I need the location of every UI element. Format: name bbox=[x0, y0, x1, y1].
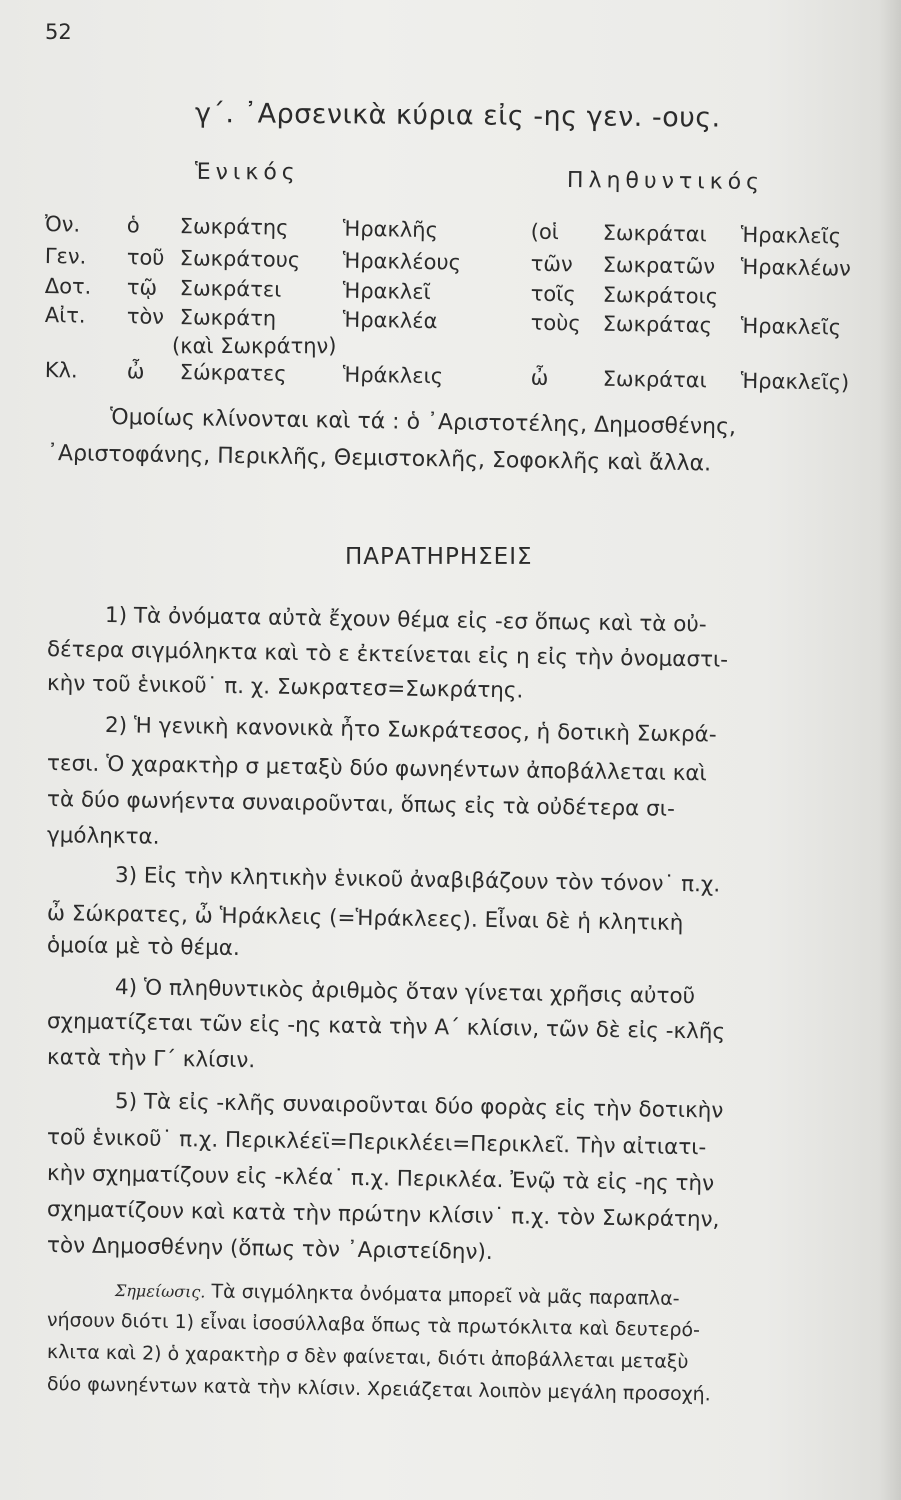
observation-4-line-3: κατὰ τὴν Γ΄ κλίσιν. bbox=[46, 1045, 256, 1074]
note-label: Σημείωσις. bbox=[114, 1281, 206, 1302]
page-number: 52 bbox=[45, 20, 72, 44]
observations-heading: ΠΑΡΑΤΗΡΗΣΕΙΣ bbox=[345, 544, 533, 570]
accusative-alternative: (καὶ Σωκράτην) bbox=[172, 334, 337, 358]
plural-form-socrates: Σωκρατῶν bbox=[602, 252, 716, 279]
observation-2-line-3: τὰ δύο φωνήεντα συναιροῦνται, ὅπως εἰς τὰ οὐδέτερα σι- bbox=[46, 787, 676, 822]
plural-article: τῶν bbox=[530, 251, 573, 277]
plural-form-heracles: Ἡρακλεῖς bbox=[740, 313, 842, 340]
section-title: γ΄. ᾿Αρσενικὰ κύρια εἰς -ης γεν. -ους. bbox=[194, 98, 721, 134]
observation-3-line-3: ὁμοία μὲ τὸ θέμα. bbox=[46, 933, 240, 962]
plural-form-heracles: Ἡρακλέων bbox=[740, 254, 852, 281]
singular-form-socrates: Σωκράτη bbox=[179, 305, 277, 331]
plural-article: ὦ bbox=[530, 365, 549, 390]
similar-nouns-line-1: Ὁμοίως κλίνονται καὶ τά : ὁ ᾿Αριστοτέλης, Δημοσθένης, bbox=[109, 405, 737, 440]
plural-form-socrates: Σωκράται bbox=[602, 220, 707, 247]
singular-form-socrates: Σώκρατες bbox=[179, 360, 287, 386]
observation-3-line-1: 3) Εἰς τὴν κλητικὴν ἑνικοῦ ἀναβιβάζουν τὸν τόνον˙ π.χ. bbox=[114, 863, 721, 898]
observation-5-line-2: τοῦ ἑνικοῦ˙ π.χ. Περικλέεϊ=Περικλέει=Περικλεῖ. Τὴν αἰτιατι- bbox=[46, 1125, 707, 1161]
singular-article: τοῦ bbox=[126, 245, 165, 270]
observation-1-line-3: κὴν τοῦ ἑνικοῦ˙ π. χ. Σωκρατεσ=Σωκράτης. bbox=[46, 671, 524, 704]
observation-5-line-4: σχηματίζουν καὶ κατὰ τὴν πρώτην κλίσιν˙ π.χ. τὸν Σωκράτην, bbox=[46, 1197, 720, 1233]
case-label: Ὀν. bbox=[44, 212, 81, 237]
singular-form-socrates: Σωκράτει bbox=[179, 276, 282, 302]
singular-article: ὁ bbox=[126, 213, 140, 238]
page-edge-shadow bbox=[879, 0, 901, 1500]
plural-article: τοῖς bbox=[530, 281, 576, 307]
observation-3-line-2: ὦ Σώκρατες, ὦ Ἡράκλεις (=Ἡράκλεες). Εἶναι δὲ ἡ κλητικὴ bbox=[46, 901, 684, 936]
singular-column-heading: Ἑνικός bbox=[195, 160, 300, 185]
singular-article: τὸν bbox=[126, 304, 165, 329]
singular-form-socrates: Σωκράτης bbox=[179, 214, 289, 240]
case-label: Κλ. bbox=[44, 358, 78, 383]
plural-form-socrates: Σωκράτοις bbox=[602, 282, 719, 309]
case-label: Αἰτ. bbox=[44, 303, 86, 328]
observation-2-line-1: 2) Ἡ γενικὴ κανονικὰ ἦτο Σωκράτεσος, ἡ δοτικὴ Σωκρά- bbox=[104, 713, 717, 748]
observation-1-line-2: δέτερα σιγμόληκτα καὶ τὸ ε ἐκτείνεται εἰς η εἰς τὴν ὀνομαστι- bbox=[46, 637, 729, 673]
observation-1-line-1: 1) Τὰ ὀνόματα αὐτὰ ἔχουν θέμα εἰς -εσ ὅπως καὶ τὰ οὐ- bbox=[104, 603, 707, 638]
observation-2-line-4: γμόληκτα. bbox=[46, 823, 160, 850]
plural-column-heading: Πληθυντικός bbox=[566, 168, 765, 196]
observation-4-line-1: 4) Ὁ πληθυντικὸς ἀριθμὸς ὅταν γίνεται χρῆσις αὐτοῦ bbox=[114, 975, 696, 1010]
singular-form-heracles: Ἡράκλεις bbox=[342, 362, 444, 389]
case-label: Γεν. bbox=[44, 244, 87, 269]
singular-form-heracles: Ἡρακλῆς bbox=[342, 216, 439, 243]
note-line-3: κλιτα καὶ 2) ὁ χαρακτὴρ σ δὲν φαίνεται, διότι ἀποβάλλεται μεταξὺ bbox=[46, 1341, 689, 1374]
plural-article: τοὺς bbox=[530, 310, 581, 336]
plural-form-socrates: Σωκράτας bbox=[602, 311, 713, 338]
observation-5-line-3: κὴν σχηματίζουν εἰς -κλέα˙ π.χ. Περικλέα. Ἐνῷ τὰ εἰς -ης τὴν bbox=[46, 1161, 715, 1197]
plural-form-heracles: Ἡρακλεῖς) bbox=[740, 368, 850, 395]
singular-article: ὦ bbox=[126, 359, 145, 384]
note-line-2: νήσουν διότι 1) εἶναι ἰσοσύλλαβα ὅπως τὰ πρωτόκλιτα καὶ δευτερό- bbox=[46, 1309, 701, 1342]
note-text-1: Τὰ σιγμόληκτα ὀνόματα μπορεῖ νὰ μᾶς παραπλα- bbox=[211, 1280, 680, 1310]
singular-form-socrates: Σωκράτους bbox=[179, 246, 301, 273]
plural-form-heracles: Ἡρακλεῖς bbox=[740, 222, 842, 249]
singular-article: τῷ bbox=[126, 275, 158, 300]
plural-form-socrates: Σωκράται bbox=[602, 366, 707, 393]
plural-article: (οἱ bbox=[530, 219, 560, 245]
observation-4-line-2: σχηματίζεται τῶν εἰς -ης κατὰ τὴν Α΄ κλίσιν, τῶν δὲ εἰς -κλῆς bbox=[46, 1009, 726, 1045]
observation-5-line-1: 5) Τὰ εἰς -κλῆς συναιροῦνται δύο φορὰς εἰς τὴν δοτικὴν bbox=[114, 1089, 724, 1124]
case-label: Δοτ. bbox=[44, 274, 92, 299]
observation-2-line-2: τεσι. Ὁ χαρακτὴρ σ μεταξὺ δύο φωνηέντων ἀποβάλλεται καὶ bbox=[46, 751, 708, 787]
observation-5-line-5: τὸν Δημοσθένην (ὅπως τὸν ᾿Αριστείδην). bbox=[46, 1233, 493, 1265]
singular-form-heracles: Ἡρακλεῖ bbox=[342, 278, 431, 305]
note-line-4: δύο φωνηέντων κατὰ τὴν κλίσιν. Χρειάζεται λοιπὸν μεγάλη προσοχή. bbox=[46, 1373, 711, 1406]
similar-nouns-line-2: ᾿Αριστοφάνης, Περικλῆς, Θεμιστοκλῆς, Σοφοκλῆς καὶ ἄλλα. bbox=[46, 441, 712, 477]
singular-form-heracles: Ἡρακλέους bbox=[342, 248, 462, 275]
singular-form-heracles: Ἡρακλέα bbox=[342, 307, 438, 334]
